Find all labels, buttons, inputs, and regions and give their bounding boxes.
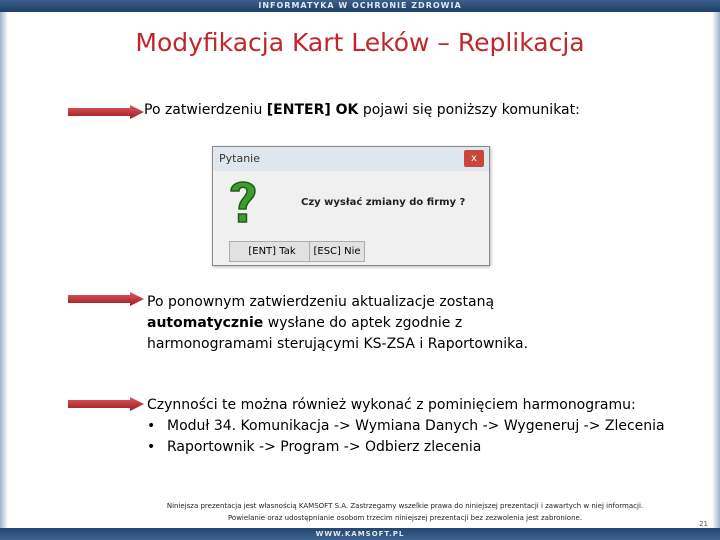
step2-line2-rest: wysłane do aptek zgodnie z — [263, 315, 463, 331]
arrow-right-icon — [68, 397, 144, 411]
step2-bold: automatycznie — [147, 315, 264, 331]
step1-text — [144, 102, 580, 118]
step1-prefix: Po zatwierdzeniu — [144, 102, 267, 118]
list-item: • Moduł 34. Komunikacja -> Wymiana Danych -> Wygeneruj -> Zlecenia — [147, 416, 665, 437]
right-frame — [712, 12, 720, 528]
step1-bold: [ENTER] OK — [266, 102, 359, 118]
copyright-line1: Niniejsza prezentacja jest własnością KAMSOFT S.A. Zastrzegamy wszelkie prawa do niniejszej prezentacji i zawartych w niej informacji. — [166, 502, 644, 510]
dialog-message: Czy wysłać zmiany do firmy ? — [301, 197, 466, 208]
step3-intro: Czynności te można również wykonać z pominięciem harmonogramu: — [147, 397, 636, 413]
question-icon — [227, 177, 259, 229]
copyright-line2: Powielanie oraz udostępnianie osobom trzecim niniejszej prezentacji bez zezwolenia jest zabronione. — [227, 514, 583, 522]
left-frame — [0, 12, 8, 528]
top-banner: INFORMATYKA W OCHRONIE ZDROWIA — [0, 0, 720, 12]
step2-line2 — [147, 313, 528, 334]
close-button[interactable]: x — [464, 150, 484, 167]
list-item: • Raportownik -> Program -> Odbierz zlecenia — [147, 437, 665, 458]
yes-button[interactable]: [ENT] Tak — [229, 241, 315, 262]
page-number: 21 — [699, 520, 708, 528]
arrow-right-icon — [68, 292, 144, 306]
step3-paragraph — [147, 395, 665, 458]
slide-title: Modyfikacja Kart Leków – Replikacja — [135, 28, 585, 57]
dialog-title: Pytanie — [219, 152, 260, 165]
dialog-titlebar — [213, 147, 489, 171]
website-banner[interactable]: WWW.KAMSOFT.PL — [0, 528, 720, 540]
step2-line1: Po ponownym zatwierdzeniu aktualizacje zostaną — [147, 294, 495, 310]
step2-line3: harmonogramami sterującymi KS-ZSA i Raportownika. — [147, 336, 529, 352]
step3-list — [147, 416, 665, 458]
step2-paragraph — [147, 292, 528, 355]
step1-suffix: pojawi się poniższy komunikat: — [358, 102, 580, 118]
copyright-note — [110, 500, 700, 524]
arrow-right-icon — [68, 105, 144, 119]
no-button[interactable]: [ESC] Nie — [309, 241, 365, 262]
question-dialog — [212, 146, 490, 266]
